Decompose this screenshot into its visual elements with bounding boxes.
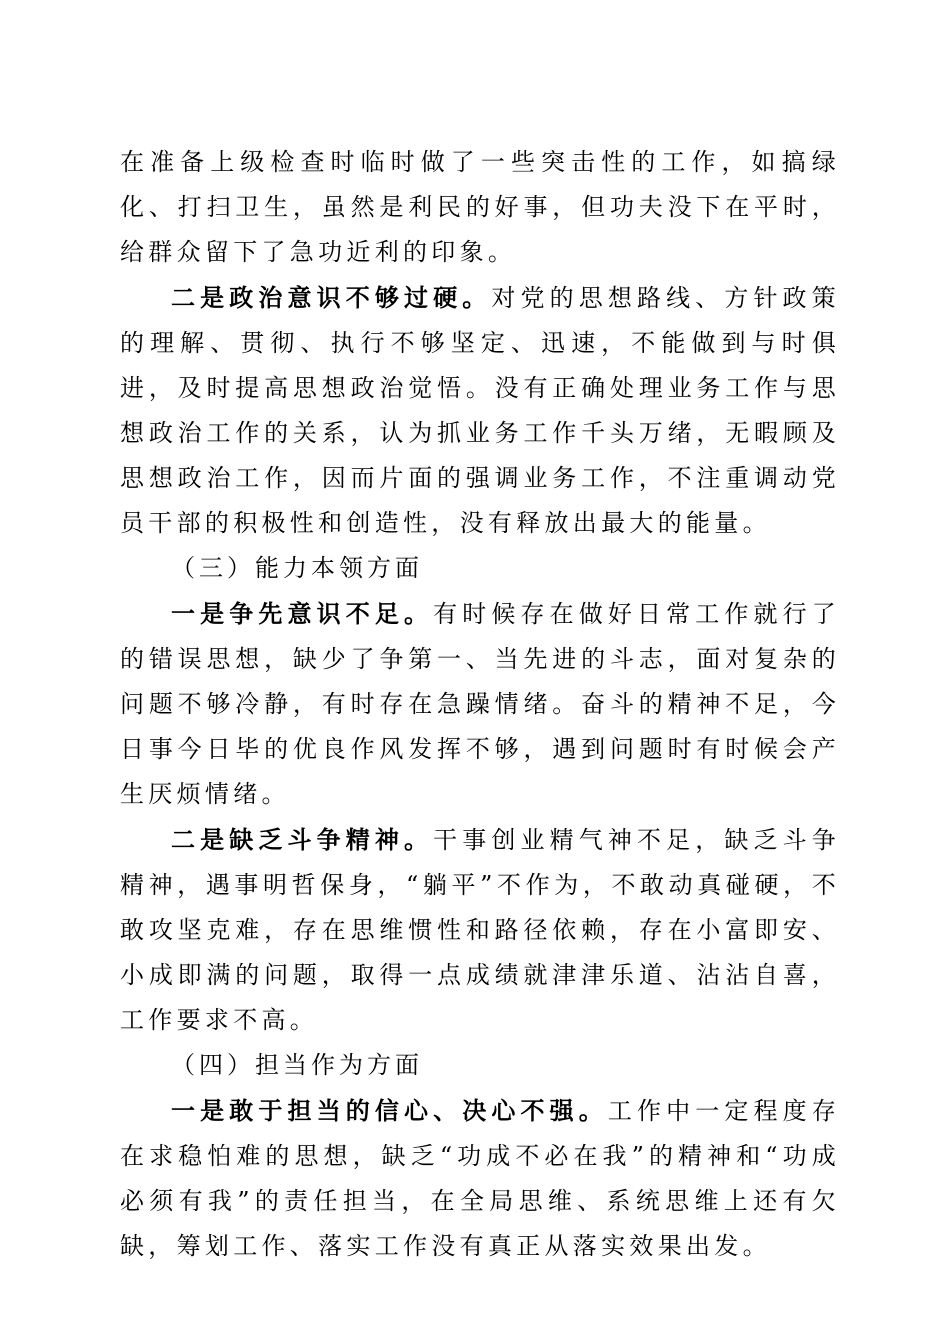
- paragraph-lead: 一是敢于担当的信心、决心不强。: [171, 1096, 608, 1125]
- paragraph-lead: 二是政治意识不够过硬。: [171, 283, 492, 312]
- paragraph-courage-to-take-responsibility: [120, 1088, 840, 1269]
- paragraph-fighting-spirit: [120, 817, 840, 1043]
- paragraph-lead: 一是争先意识不足。: [171, 599, 434, 628]
- section-heading-ability: （三）能力本领方面: [171, 554, 423, 582]
- paragraph-continuation: 在准备上级检查时临时做了一些突击性的工作，如搞绿化、打扫卫生，虽然是利民的好事，但功夫没下在平时，给群众留下了急功近利的印象。: [120, 148, 840, 266]
- paragraph-body: 干事创业精气神不足，缺乏斗争精神，遇事明哲保身，“躺平”不作为，不敢动真碰硬，不敢攻坚克难，存在思维惯性和路径依赖，存在小富即安、小成即满的问题，取得一点成绩就津津乐道、沾沾自喜，工作要求不高。: [120, 826, 840, 1034]
- section-heading-responsibility: （四）担当作为方面: [171, 1051, 423, 1079]
- paragraph-political-awareness: [120, 275, 840, 546]
- document-page: [120, 140, 840, 1269]
- paragraph-body: 工作中一定程度存在求稳怕难的思想，缺乏“功成不必在我”的精神和“功成必须有我”的责任担当，在全局思维、系统思维上还有欠缺，筹划工作、落实工作没有真正从落实效果出发。: [120, 1097, 841, 1260]
- paragraph-lead: 二是缺乏斗争精神。: [171, 825, 434, 854]
- paragraph-competitive-awareness: [120, 591, 840, 817]
- paragraph-body: 对党的思想路线、方针政策的理解、贯彻、执行不够坚定、迅速，不能做到与时俱进，及时提高思想政治觉悟。没有正确处理业务工作与思想政治工作的关系，认为抓业务工作千头万绪，无暇顾及思想政治工作，因而片面的强调业务工作，不注重调动党员干部的积极性和创造性，没有释放出最大的能量。: [120, 284, 840, 537]
- paragraph-body: 有时候存在做好日常工作就行了的错误思想，缺少了争第一、当先进的斗志，面对复杂的问题不够冷静，有时存在急躁情绪。奋斗的精神不足，今日事今日毕的优良作风发挥不够，遇到问题时有时候会产生厌烦情绪。: [120, 600, 840, 808]
